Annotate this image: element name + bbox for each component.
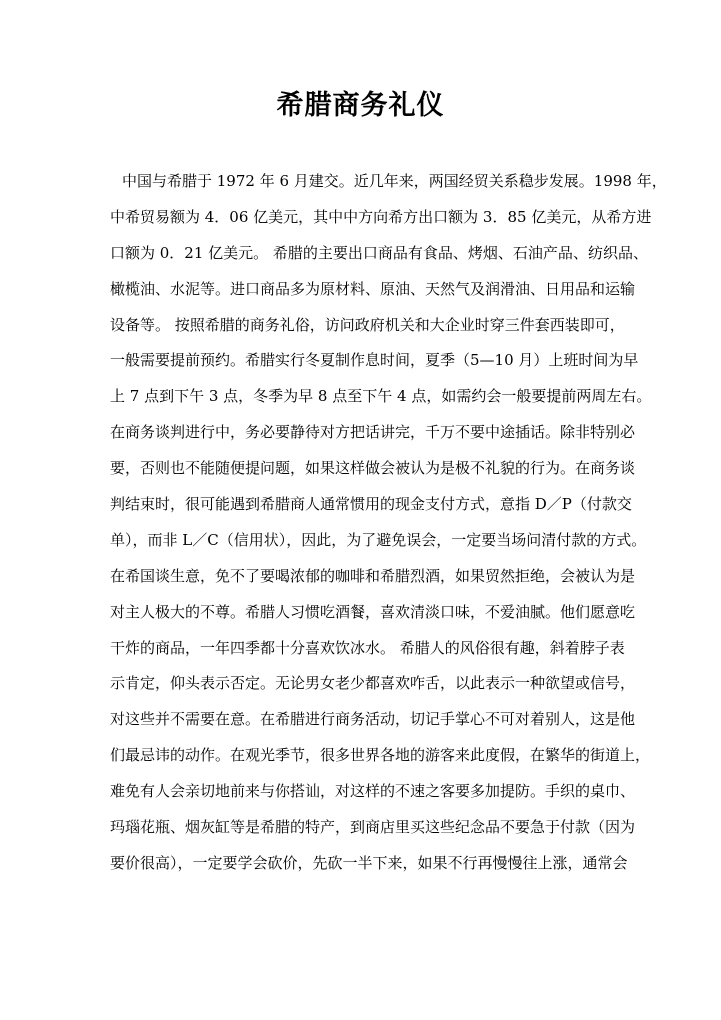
paragraph-line: 中国与希腊于 1972 年 6 月建交。近几年来，两国经贸关系稳步发展。1998 年， — [122, 172, 667, 190]
paragraph-line: 对这些并不需要在意。在希腊进行商务活动，切记手掌心不可对着别人，这是他 — [110, 710, 636, 729]
paragraph-line: 干炸的商品，一年四季都十分喜欢饮冰水。 希腊人的风俗很有趣，斜着脖子表 — [110, 638, 625, 657]
paragraph-line: 设备等。 按照希腊的商务礼俗，访问政府机关和大企业时穿三件套西装即可， — [110, 315, 625, 334]
paragraph-line: 玛瑙花瓶、烟灰缸等是希腊的特产，到商店里买这些纪念品不要急于付款（因为 — [110, 818, 636, 837]
paragraph-line: 要，否则也不能随便提问题，如果这样做会被认为是极不礼貌的行为。在商务谈 — [110, 459, 636, 478]
paragraph-line: 口额为 0．21 亿美元。 希腊的主要出口商品有食品、烤烟、石油产品、纺织品、 — [110, 243, 648, 262]
paragraph-line: 在商务谈判进行中，务必要静待对方把话讲完，千万不要中途插话。除非特别必 — [110, 423, 636, 442]
paragraph-line: 们最忌讳的动作。在观光季节，很多世界各地的游客来此度假，在繁华的街道上， — [110, 746, 651, 765]
paragraph-line: 一般需要提前预约。希腊实行冬夏制作息时间，夏季（5—10 月）上班时间为早 — [110, 351, 639, 370]
paragraph-line: 上 7 点到下午 3 点，冬季为早 8 点至下午 4 点，如需约会一般要提前两周左右。 — [110, 387, 652, 406]
paragraph-line: 要价很高），一定要学会砍价，先砍一半下来，如果不行再慢慢往上涨，通常会 — [110, 853, 628, 872]
paragraph-line: 对主人极大的不尊。希腊人习惯吃酒餐，喜欢清淡口味，不爱油腻。他们愿意吃 — [110, 602, 636, 621]
paragraph-line: 单），而非 L／C（信用状），因此，为了避免误会，一定要当场问清付款的方式。 — [110, 530, 647, 549]
paragraph-line: 判结束时，很可能遇到希腊商人通常惯用的现金支付方式，意指 D／P（付款交 — [110, 495, 632, 514]
document-title: 希腊商务礼仪 — [276, 90, 445, 121]
paragraph-line: 中希贸易额为 4．06 亿美元，其中中方向希方出口额为 3．85 亿美元，从希方进 — [110, 207, 652, 226]
paragraph-line: 橄榄油、水泥等。进口商品多为原材料、原油、天然气及润滑油、日用品和运输 — [110, 279, 636, 298]
paragraph-line: 在希国谈生意，免不了要喝浓郁的咖啡和希腊烈酒，如果贸然拒绝，会被认为是 — [110, 566, 636, 585]
paragraph-line: 难免有人会亲切地前来与你搭讪，对这样的不速之客要多加提防。手织的桌巾、 — [110, 782, 636, 801]
paragraph-line: 示肯定，仰头表示否定。无论男女老少都喜欢咋舌，以此表示一种欲望或信号， — [110, 674, 636, 693]
document-body — [110, 168, 667, 886]
